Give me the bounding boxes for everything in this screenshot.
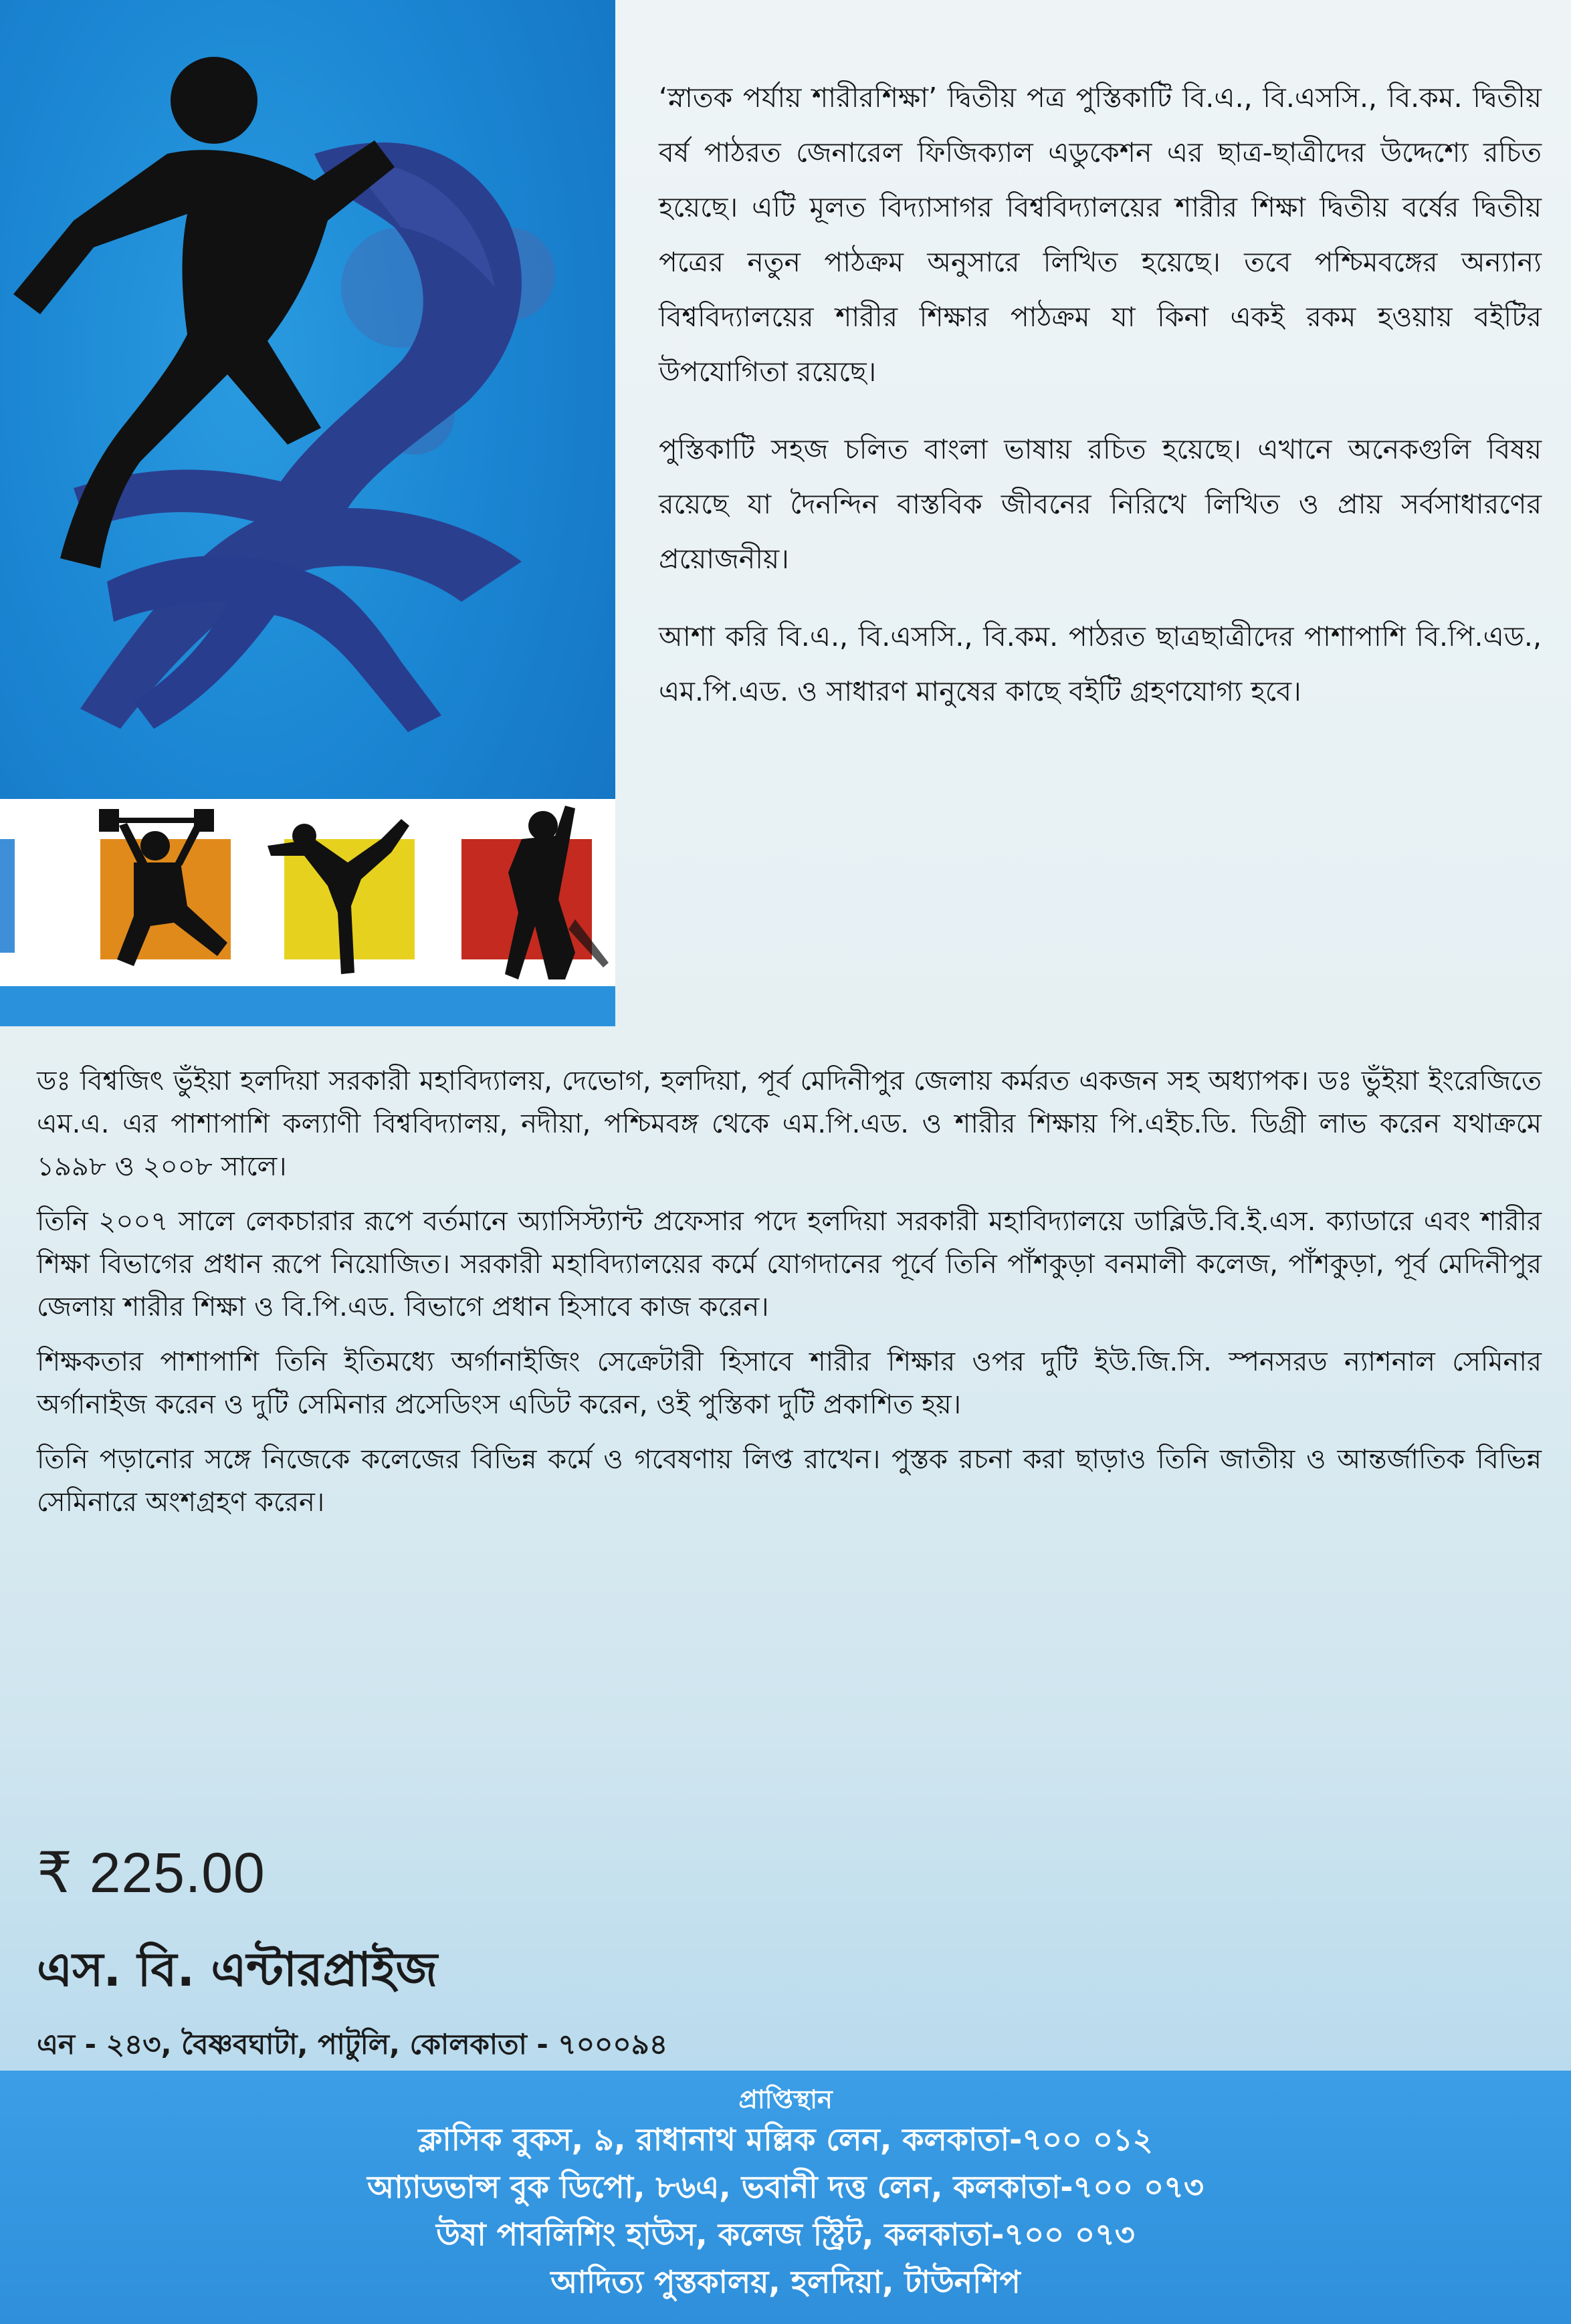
availability-line: ক্লাসিক বুকস, ৯, রাধানাথ মল্লিক লেন, কলকাতা-৭০০ ০১২	[418, 2121, 1153, 2158]
bio-paragraph: শিক্ষকতার পাশাপাশি তিনি ইতিমধ্যে অর্গানাইজিং সেক্রেটারী হিসাবে শারীর শিক্ষার ওপর দুটি ইউ.জি.সি. স্পনসরড ন্যাশনাল সেমিনার অর্গানাইজ করেন ও দুটি সেমিনার প্রসেডিংস এডিট করেন, ওই পুস্তিকা দুটি প্রকাশিত হয়।	[37, 1347, 1542, 1420]
bio-paragraph: ডঃ বিশ্বজিৎ ভুঁইয়া হলদিয়া সরকারী মহাবিদ্যালয়, দেভোগ, হলদিয়া, পূর্ব মেদিনীপুর জেলায় কর্মরত একজন সহ অধ্যাপক। ডঃ ভুঁইয়া ইংরেজিতে এম.এ. এর পাশাপাশি কল্যাণী বিশ্ববিদ্যালয়, নদীয়া, পশ্চিমবঙ্গ থেকে এম.পি.এড. ও শারীর শিক্ষায় পি.এইচ.ডি. ডিগ্রী লাভ করেন যথাক্রমে ১৯৯৮ ও ২০০৮ সালে।	[37, 1066, 1542, 1182]
availability-heading: প্রাপ্তিস্থান	[738, 2085, 833, 2114]
sports-tiles-strip	[0, 799, 615, 986]
gymnast-silhouette	[505, 806, 609, 979]
publisher-address: এন - ২৪৩, বৈষ্ণবঘাটা, পাটুলি, কোলকাতা - ৭০০০৯৪	[37, 2028, 668, 2061]
availability-line: আদিত্য পুস্তকালয়, হলদিয়া, টাউনশিপ	[550, 2264, 1021, 2300]
book-price: ₹ 225.00	[37, 1841, 266, 1904]
author-bio	[37, 1060, 1542, 1536]
description-paragraph: পুস্তিকাটি সহজ চলিত বাংলা ভাষায় রচিত হয়েছে। এখানে অনেকগুলি বিষয় রয়েছে যা দৈনন্দিন বাস্তবিক জীবনের নিরিখে লিখিত ও প্রায় সর্বসাধারণের প্রয়োজনীয়।	[659, 433, 1542, 575]
bio-paragraph: তিনি ২০০৭ সালে লেকচারার রূপে বর্তমানে অ্যাসিস্ট্যান্ট প্রফেসার পদে হলদিয়া সরকারী মহাবিদ্যালয়ে ডাব্লিউ.বি.ই.এস. ক্যাডারে এবং শারীর শিক্ষা বিভাগের প্রধান রূপে নিয়োজিত। সরকারী মহাবিদ্যালয়ের কর্মে যোগদানের পূর্বে তিনি পাঁশকুড়া বনমালী কলেজ, পাঁশকুড়া, পূর্ব মেদিনীপুর জেলায় শারীর শিক্ষা ও বি.পি.এড. বিভাগে প্রধান হিসাবে কাজ করেন।	[37, 1206, 1542, 1322]
availability-line: আ্যাডভান্স বুক ডিপো, ৮৬এ, ভবানী দত্ত লেন, কলকাতা-৭০০ ০৭৩	[367, 2169, 1204, 2205]
description-paragraph: আশা করি বি.এ., বি.এসসি., বি.কম. পাঠরত ছাত্রছাত্রীদের পাশাপাশি বি.পি.এড., এম.পি.এড. ও সাধারণ মানুষের কাছে বইটি গ্রহণযোগ্য হবে।	[659, 620, 1542, 707]
availability-line: উষা পাবলিশিং হাউস, কলেজ স্ট্রিট, কলকাতা-৭০০ ০৭৩	[436, 2216, 1135, 2252]
book-description	[659, 70, 1542, 741]
bio-paragraph: তিনি পড়ানোর সঙ্গে নিজেকে কলেজের বিভিন্ন কর্মে ও গবেষণায় লিপ্ত রাখেন। পুস্তক রচনা করা ছাড়াও তিনি জাতীয় ও আন্তর্জাতিক বিভিন্ন সেমিনারে অংশগ্রহণ করেন।	[37, 1444, 1542, 1518]
running-figure-illustration	[0, 0, 615, 799]
availability-band	[0, 2071, 1571, 2324]
publisher-name: এস. বি. এন্টারপ্রাইজ	[37, 1942, 438, 1997]
strip-bottom-band	[0, 986, 615, 1026]
description-paragraph: ‘স্নাতক পর্যায় শারীরশিক্ষা’ দ্বিতীয় পত্র পুস্তিকাটি বি.এ., বি.এসসি., বি.কম. দ্বিতীয় বর্ষ পাঠরত জেনারেল ফিজিক্যাল এডুকেশন এর ছাত্র-ছাত্রীদের উদ্দেশ্যে রচিত হয়েছে। এটি মূলত বিদ্যাসাগর বিশ্ববিদ্যালয়ের শারীর শিক্ষা দ্বিতীয় বর্ষের দ্বিতীয় পত্রের নতুন পাঠক্রম অনুসারে লিখিত হয়েছে। তবে পশ্চিমবঙ্গের অন্যান্য বিশ্ববিদ্যালয়ের শারীর শিক্ষার পাঠক্রম যা কিনা একই রকম হওয়ায় বইটির উপযোগিতা রয়েছে।	[659, 82, 1542, 388]
